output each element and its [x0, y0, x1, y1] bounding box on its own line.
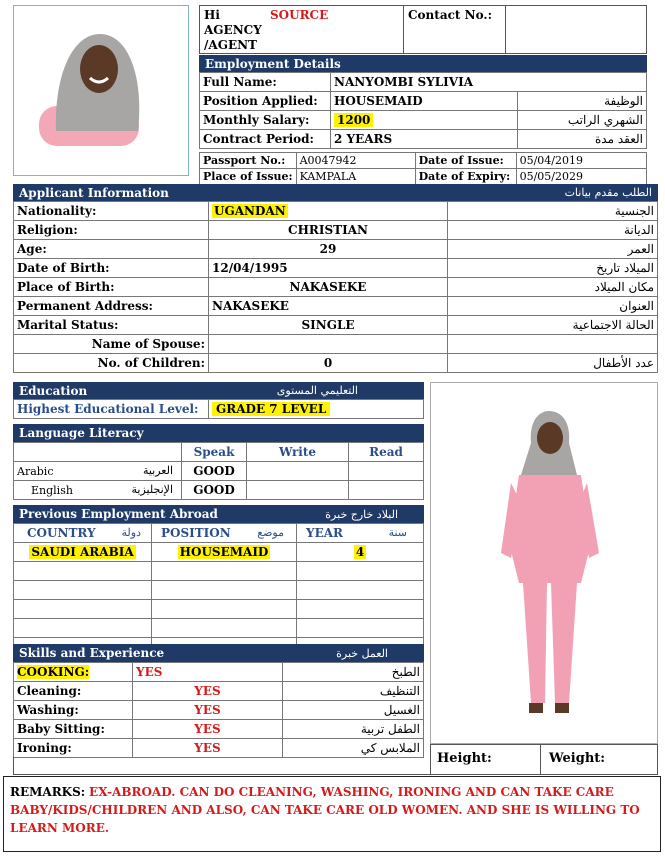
full-name-value: NANYOMBI SYLIVIA: [331, 73, 647, 92]
marital-ar: الحالة الاجتماعية: [448, 316, 658, 335]
pob-value: NAKASEKE: [209, 278, 448, 297]
expiry-label: Date of Expiry:: [415, 169, 516, 185]
applicant-header: [13, 184, 658, 201]
nationality-ar: الجنسية: [448, 202, 658, 221]
height-box: [430, 744, 541, 775]
cleaning-ar: التنظيف: [283, 682, 424, 701]
previous-title: Previous Employment Abroad: [19, 507, 218, 521]
position-header-ar: موضع: [257, 526, 284, 539]
agency-label: Hi AGENCY /AGENT: [204, 8, 262, 52]
children-label: No. of Children:: [14, 354, 209, 373]
prev-position: HOUSEMAID: [179, 545, 269, 559]
read-header: Read: [349, 443, 424, 462]
issue-date-value: 05/04/2019: [516, 153, 646, 169]
table-row: [14, 259, 658, 278]
weight-box: [540, 744, 658, 775]
language-arabic-ar: العربية: [142, 464, 173, 477]
spouse-ar: [448, 335, 658, 354]
previous-title-ar: البلاد خارج خبرة: [325, 507, 398, 521]
pob-label: Place of Birth:: [14, 278, 209, 297]
table-row: [14, 663, 424, 682]
employment-title: Employment Details: [205, 56, 341, 71]
education-level-label: Highest Educational Level:: [14, 400, 209, 419]
contact-label: Contact No.:: [408, 8, 492, 22]
babysitting-value: YES: [133, 720, 283, 739]
skills-side-box: [13, 757, 431, 775]
dob-ar: الميلاد تاريخ: [448, 259, 658, 278]
table-row: [14, 481, 424, 500]
language-english-ar: الإنجليزية: [131, 483, 173, 496]
spouse-value: [209, 335, 448, 354]
cooking-ar: الطبخ: [283, 663, 424, 682]
remarks-box: [3, 776, 661, 852]
applicant-title-ar: الطلب مقدم بيانات: [564, 186, 652, 199]
cleaning-label: Cleaning:: [14, 682, 133, 701]
table-row: [14, 316, 658, 335]
english-speak: GOOD: [182, 481, 247, 500]
passport-label: Passport No.:: [200, 153, 297, 169]
country-header-ar: دولة: [121, 526, 141, 539]
contact-box: [403, 5, 506, 54]
language-arabic: Arabic: [17, 465, 54, 478]
skills-table: [13, 662, 424, 758]
issue-place-value: KAMPALA: [296, 169, 415, 185]
table-row: [14, 739, 424, 758]
year-header-ar: سنة: [388, 526, 407, 539]
applicant-table: [13, 201, 658, 373]
age-label: Age:: [14, 240, 209, 259]
babysitting-label: Baby Sitting:: [14, 720, 133, 739]
education-title-ar: التعليمي المستوى: [276, 384, 358, 397]
washing-value: YES: [133, 701, 283, 720]
write-header: Write: [247, 443, 349, 462]
issue-place-label: Place of Issue:: [200, 169, 297, 185]
applicant-title: Applicant Information: [19, 185, 169, 200]
passport-table: [199, 152, 647, 185]
children-value: 0: [209, 354, 448, 373]
prev-country: SAUDI ARABIA: [31, 545, 134, 559]
portrait-photo: [13, 5, 189, 176]
country-header: COUNTRY: [27, 526, 96, 540]
dob-value: 12/04/1995: [209, 259, 448, 278]
contract-label: Contract Period:: [200, 130, 331, 149]
position-label: Position Applied:: [200, 92, 331, 111]
full-name-label: Full Name:: [200, 73, 331, 92]
education-level-value: GRADE 7 LEVEL: [212, 402, 330, 416]
religion-value: CHRISTIAN: [209, 221, 448, 240]
table-row: [14, 581, 424, 600]
cooking-value: YES: [133, 663, 283, 682]
age-value: 29: [209, 240, 448, 259]
table-row: [14, 297, 658, 316]
table-row: [14, 600, 424, 619]
language-english: English: [31, 484, 73, 497]
table-row: [14, 543, 424, 562]
address-label: Permanent Address:: [14, 297, 209, 316]
height-label: Height:: [437, 751, 492, 766]
babysitting-ar: الطفل تربية: [283, 720, 424, 739]
table-row: [14, 701, 424, 720]
table-row: [14, 462, 424, 481]
education-title: Education: [19, 383, 88, 398]
ironing-label: Ironing:: [14, 739, 133, 758]
remarks-label: REMARKS:: [10, 785, 86, 799]
education-table: [13, 399, 424, 419]
salary-label: Monthly Salary:: [200, 111, 331, 130]
table-row: [14, 278, 658, 297]
passport-value: A0047942: [296, 153, 415, 169]
children-ar: عدد الأطفال: [448, 354, 658, 373]
nationality-value: UGANDAN: [214, 204, 286, 218]
issue-date-label: Date of Issue:: [415, 153, 516, 169]
source-label: SOURCE: [270, 8, 329, 22]
full-body-photo: [430, 382, 658, 744]
ironing-value: YES: [133, 739, 283, 758]
address-ar: العنوان: [448, 297, 658, 316]
table-row: [14, 720, 424, 739]
contract-value: 2 YEARS: [331, 130, 518, 149]
contact-value-box: [505, 5, 647, 54]
speak-header: Speak: [182, 443, 247, 462]
position-value: HOUSEMAID: [331, 92, 518, 111]
year-header: YEAR: [306, 526, 343, 540]
religion-ar: الديانة: [448, 221, 658, 240]
language-table: [13, 442, 424, 500]
expiry-value: 05/05/2029: [516, 169, 646, 185]
skills-header: [13, 644, 424, 662]
table-row: [14, 202, 658, 221]
position-ar: الوظيفة: [518, 92, 647, 111]
dob-label: Date of Birth:: [14, 259, 209, 278]
salary-value: 1200: [334, 113, 373, 127]
table-row: [14, 335, 658, 354]
language-header: [13, 424, 424, 442]
skills-title-ar: العمل خبرة: [336, 646, 388, 660]
table-row: [14, 682, 424, 701]
remarks-text: EX-ABROAD. CAN DO CLEANING, WASHING, IRONING AND CAN TAKE CARE BABY/KIDS/CHILDREN AND ALSO, CAN TAKE CARE OLD WOMEN. AND SHE IS WILLING TO LEARN MORE.: [10, 785, 640, 835]
skills-title: Skills and Experience: [19, 646, 165, 660]
spouse-label: Name of Spouse:: [14, 335, 209, 354]
employment-table: [199, 72, 647, 149]
table-row: [14, 619, 424, 638]
table-row: [14, 221, 658, 240]
position-header: POSITION: [161, 526, 231, 540]
employment-header: [199, 55, 647, 72]
marital-value: SINGLE: [209, 316, 448, 335]
age-ar: العمر: [448, 240, 658, 259]
weight-label: Weight:: [549, 751, 606, 766]
arabic-speak: GOOD: [182, 462, 247, 481]
prev-year: 4: [355, 545, 365, 559]
cooking-label: COOKING:: [17, 665, 90, 679]
religion-label: Religion:: [14, 221, 209, 240]
previous-table: [13, 523, 424, 657]
table-row: [14, 240, 658, 259]
ironing-ar: الملابس كي: [283, 739, 424, 758]
address-value: NAKASEKE: [209, 297, 448, 316]
table-row: [14, 354, 658, 373]
table-row: [14, 562, 424, 581]
washing-ar: الغسيل: [283, 701, 424, 720]
salary-ar: الشهري الراتب: [518, 111, 647, 130]
contract-ar: العقد مدة: [518, 130, 647, 149]
agency-box: [199, 5, 404, 54]
marital-label: Marital Status:: [14, 316, 209, 335]
cleaning-value: YES: [133, 682, 283, 701]
previous-header: [13, 505, 424, 523]
nationality-label: Nationality:: [14, 202, 209, 221]
pob-ar: مكان الميلاد: [448, 278, 658, 297]
language-title: Language Literacy: [19, 426, 144, 440]
washing-label: Washing:: [14, 701, 133, 720]
education-header: [13, 382, 424, 399]
